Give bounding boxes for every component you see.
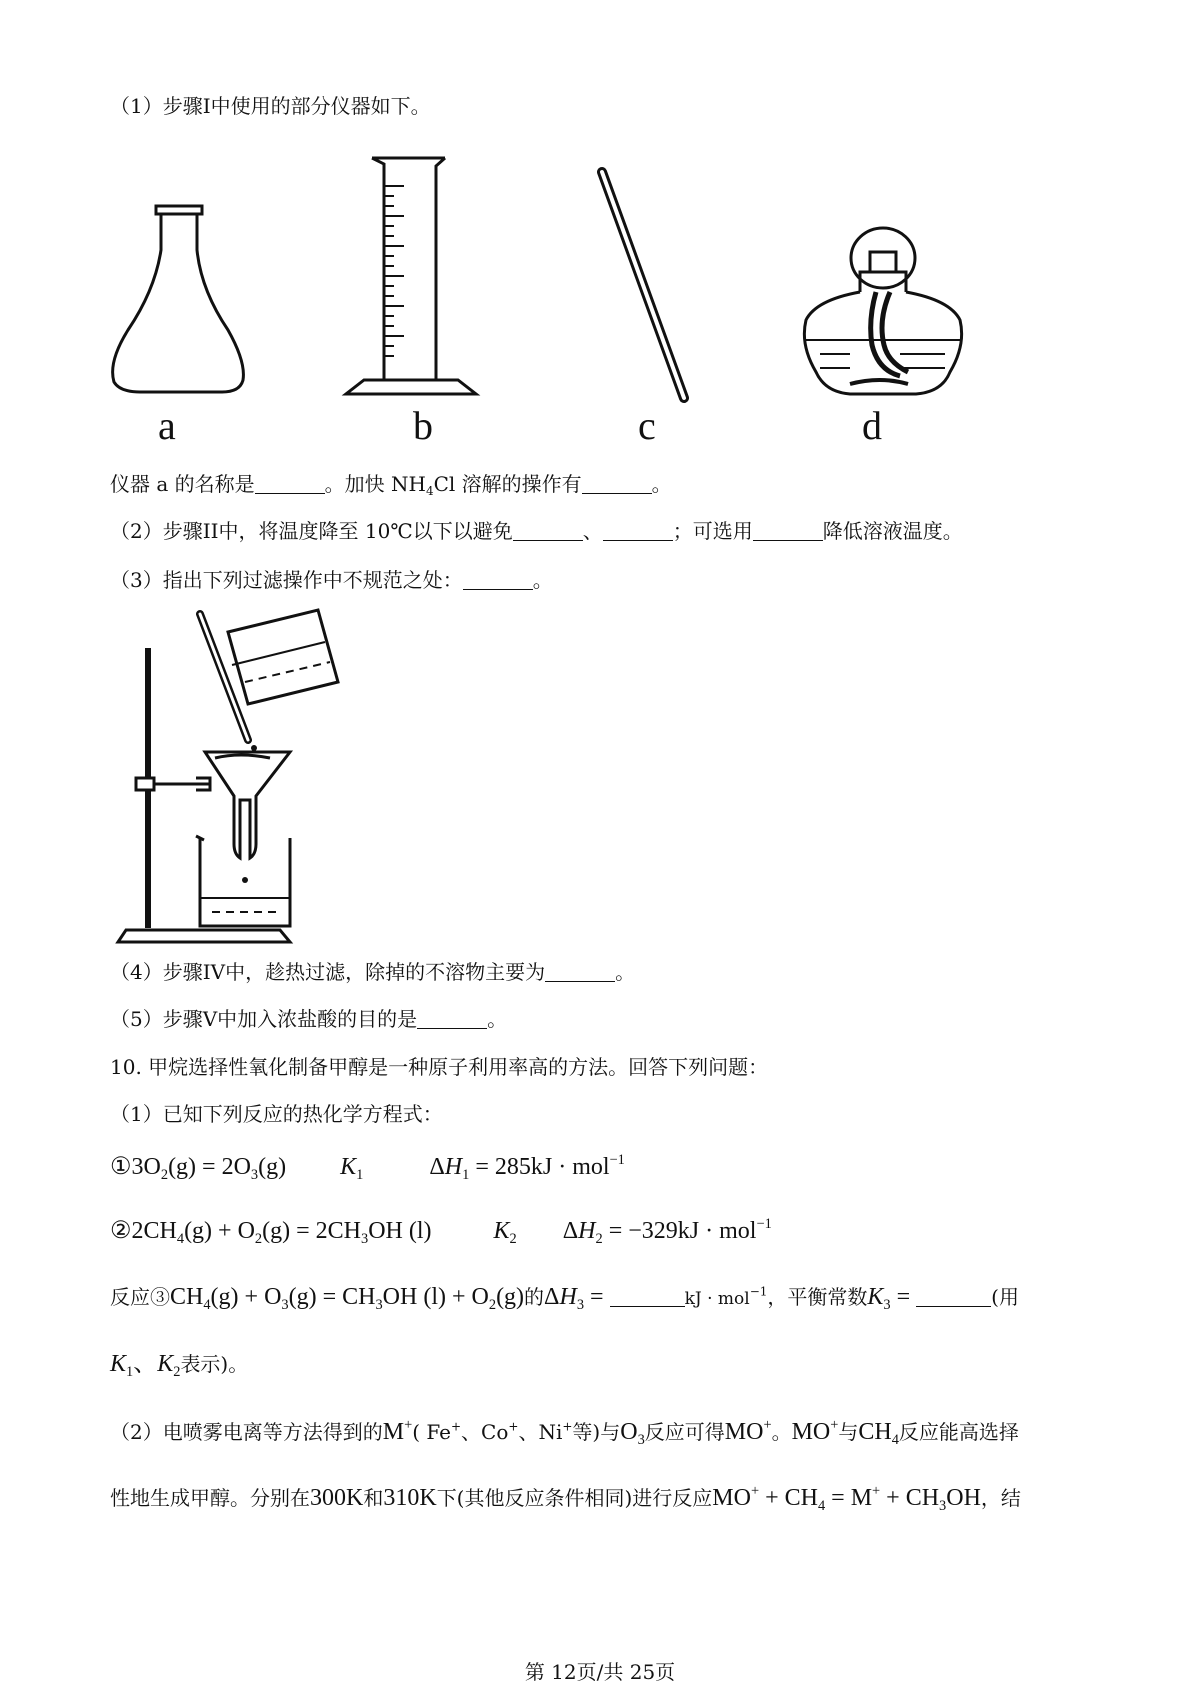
equation-3-question xyxy=(110,1283,1019,1313)
q9-part1-text-a: 仪器 a 的名称是 xyxy=(110,472,255,496)
eq3-pre: 反应③ xyxy=(110,1285,170,1309)
q9-part4-question xyxy=(110,958,635,986)
eq1-value: 285kJ · mol xyxy=(494,1154,610,1180)
instrument-label-a: a xyxy=(158,403,176,448)
glass-rod-drawing xyxy=(602,172,684,398)
answer-blank-dissolve-method[interactable] xyxy=(582,473,652,494)
instrument-label-c: c xyxy=(638,403,656,448)
q9-part2-sep: 、 xyxy=(582,519,603,543)
q10p2-list: 、Co xyxy=(461,1420,509,1444)
q10p2-paren: ( Fe xyxy=(412,1420,451,1444)
q10p2-pre: （2）电喷雾电离等方法得到的 xyxy=(110,1420,383,1444)
filtration-apparatus-drawing xyxy=(118,610,338,942)
q10-part2-line1: （2）电喷雾电离等方法得到的M+( Fe+、Co+、Ni+等)与$O_3$反应可得MO+。MO+与$CH_4$反应能高选择 xyxy=(110,1416,1019,1449)
eq3-mid: ，平衡常数 xyxy=(767,1285,868,1309)
eq2-exp: −1 xyxy=(756,1215,772,1232)
answer-blank-flask-name[interactable] xyxy=(255,473,325,494)
eq3-end: (用 xyxy=(991,1285,1019,1309)
eq3-of: 的 xyxy=(524,1285,545,1309)
eq3-cont: 表示)。 xyxy=(180,1352,249,1376)
q9-part4-end: 。 xyxy=(615,960,636,984)
instrument-label-d: d xyxy=(862,403,882,448)
q10p2b-pre: 性地生成甲醇。分别在 xyxy=(110,1486,310,1510)
q9-part2-text-c: 降低溶液温度。 xyxy=(822,519,963,543)
q9-part2-text-b: ；可选用 xyxy=(672,519,753,543)
q10-stem: 10. 甲烷选择性氧化制备甲醇是一种原子利用率高的方法。回答下列问题： xyxy=(110,1055,769,1079)
eq3-k-list: $K_1$、$K_2$ xyxy=(110,1351,181,1381)
graduated-cylinder-drawing xyxy=(346,158,476,394)
eq2-delta-h: ΔH xyxy=(562,1218,596,1244)
eq2-number: ② xyxy=(110,1218,132,1244)
q10p2b-mid: 下(其他反应条件相同)进行反应 xyxy=(436,1486,713,1510)
q10-part2-line2 xyxy=(110,1482,1021,1515)
eq3-body: $CH_4(g) + O_3(g) = CH_3OH$ $(l) + O_2(g)$ xyxy=(170,1284,525,1314)
eq3-delta-h: $\Delta H_3$ = xyxy=(544,1284,610,1314)
answer-blank-avoid-2[interactable] xyxy=(603,520,673,541)
eq1-k-sub: 1 xyxy=(356,1167,364,1184)
answer-blank-filtration-error[interactable] xyxy=(463,569,533,590)
q9-part1-text-c: Cl 溶解的操作有 xyxy=(433,472,582,496)
eq1-k: K xyxy=(340,1154,357,1180)
q10p2-m-ion: M+ xyxy=(382,1416,413,1445)
eq1-number: ① xyxy=(110,1154,132,1180)
q9-part1-intro: （1）步骤I中使用的部分仪器如下。 xyxy=(110,94,431,118)
q10p2-mo-ion-2: MO+ xyxy=(791,1416,839,1445)
nh4-subscript: 4 xyxy=(425,484,434,499)
q9-part1-text-b: 。加快 NH xyxy=(324,472,426,496)
equation-1: $①3O_2(g) = 2O_3(g)$ $K_1$ $\Delta H_1 = 285kJ \cdot mol^{-1}$ xyxy=(110,1151,625,1184)
answer-blank-cooling[interactable] xyxy=(753,520,823,541)
eq2-k: K xyxy=(493,1218,510,1244)
eq1-body: $3O_2(g) = 2O_3(g)$ xyxy=(131,1154,287,1184)
q10p2b-t1: 300K xyxy=(310,1485,364,1511)
q10p2b-tail: ，结 xyxy=(980,1486,1021,1510)
alcohol-lamp-drawing xyxy=(804,228,961,394)
q10-part1-intro: （1）已知下列反应的热化学方程式： xyxy=(110,1102,443,1126)
q9-part3-question xyxy=(110,566,553,594)
equation-2: $②2CH_4(g) + O_2(g) = 2CH_3OH$ (l) $K_2$ $\Delta H_2 = -329kJ \cdot mol^{-1}$ xyxy=(110,1215,772,1248)
q10p2-dot: 。 xyxy=(771,1420,792,1444)
instrument-label-b: b xyxy=(413,403,433,448)
eq2-k-sub: 2 xyxy=(509,1231,517,1248)
eq3-unit-exp: −1 xyxy=(749,1284,768,1299)
q10p2b-reaction: $MO^+ + CH_4 = M^+ + CH_3OH$ xyxy=(712,1482,981,1515)
q9-part2-text-a: （2）步骤II中，将温度降至 10℃以下以避免 xyxy=(110,519,513,543)
equation-3-continuation xyxy=(110,1350,249,1381)
q9-part3-end: 。 xyxy=(532,568,553,592)
q9-part5-question xyxy=(110,1005,507,1033)
eq1-delta-h: ΔH xyxy=(429,1154,463,1180)
eq2-value: −329kJ · mol xyxy=(628,1218,757,1244)
q10p2-tail: 反应能高选择 xyxy=(898,1420,1019,1444)
q10p2b-and: 和 xyxy=(363,1486,384,1510)
q9-part5-end: 。 xyxy=(487,1007,508,1031)
conical-flask-drawing xyxy=(113,206,244,392)
eq2-body: $2CH_4(g) + O_2(g) = 2CH_3OH$ (l) xyxy=(131,1218,432,1248)
q9-part3-text: （3）指出下列过滤操作中不规范之处： xyxy=(110,568,463,592)
eq3-k3: $K_3$ = xyxy=(867,1284,917,1314)
answer-blank-delta-h3[interactable] xyxy=(610,1286,685,1307)
q10p2-list2: 、Ni xyxy=(518,1420,563,1444)
answer-blank-avoid-1[interactable] xyxy=(513,520,583,541)
answer-blank-insoluble[interactable] xyxy=(545,961,615,982)
q9-part4-text: （4）步骤IV中，趁热过滤，除掉的不溶物主要为 xyxy=(110,960,546,984)
page-footer: 第 12页/共 25页 xyxy=(524,1660,676,1684)
answer-blank-hcl-purpose[interactable] xyxy=(417,1008,487,1029)
q10p2-react: 反应可得 xyxy=(644,1420,725,1444)
q9-part1-question xyxy=(110,470,672,498)
answer-blank-k3[interactable] xyxy=(916,1286,991,1307)
eq3-unit: kJ · mol xyxy=(684,1289,750,1309)
q10p2-with: 与 xyxy=(838,1420,859,1444)
q10p2-etc: 等)与 xyxy=(572,1420,621,1444)
q9-part2-question xyxy=(110,517,963,545)
eq1-exp: −1 xyxy=(609,1151,625,1168)
q9-part1-text-d: 。 xyxy=(651,472,672,496)
eq1-h-sub: 1 xyxy=(462,1167,470,1184)
q10p2b-t2: 310K xyxy=(383,1485,437,1511)
q10p2-mo-ion: MO+ xyxy=(724,1416,772,1445)
eq2-h-sub: 2 xyxy=(595,1231,603,1248)
q9-part5-text: （5）步骤V中加入浓盐酸的目的是 xyxy=(110,1007,418,1031)
